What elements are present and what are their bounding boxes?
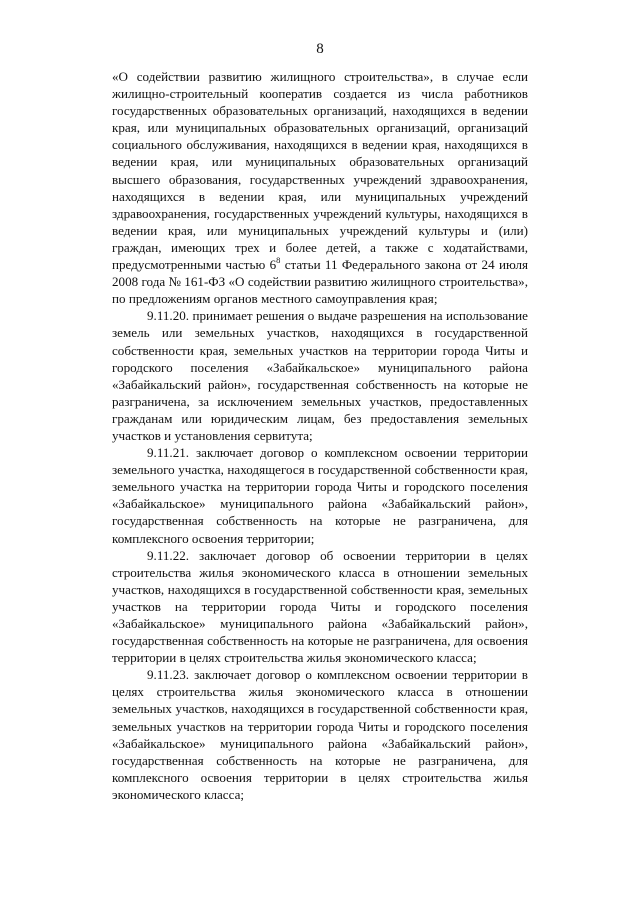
paragraph-9-11-20: 9.11.20. принимает решения о выдаче разрешения на использование земель или земельных участков, находящихся в государственной собственности края, земельных участков на территории города Читы и городского поселения «Забайкальское» муниципального района «Забайкальский район», государственная собственность на которые не разграничена, за исключением земельных участков, предоставленных гражданам или юридическим лицам, без предоставления земельных участков и установления сервитута; xyxy=(112,308,528,443)
paragraph-continuation-text: «О содействии развитию жилищного строительства», в случае если жилищно-строительный кооператив создается из числа работников государственных образовательных организаций, находящихся в ведении края, или муниципальных образовательных организаций, организаций социального обслуживания, находящихся в ведении края, находящихся в ведении края, или муниципальных образовательных организаций высшего образования, государственных учреждений здравоохранения, находящихся в ведении края, или муниципальных учреждений здравоохранения, государственных учреждений культуры, находящихся в ведении края, или муниципальных учреждений культуры и (или) граждан, имеющих трех и более детей, а также с ходатайствами, предусмотренными частью 6 xyxy=(112,69,528,273)
document-body xyxy=(112,68,528,803)
paragraph-9-11-21: 9.11.21. заключает договор о комплексном освоении территории земельного участка, находящегося в государственной собственности края, земельного участка на территории города Читы и городского поселения «Забайкальское» муниципального района «Забайкальский район», государственная собственность на которые не разграничена, для комплексного освоения территории; xyxy=(112,445,528,546)
paragraph-9-11-23: 9.11.23. заключает договор о комплексном освоении территории в целях строительства жилья экономического класса в отношении земельных участков, находящихся в государственной собственности края, земельных участков на территории города Читы и городского поселения «Забайкальское» муниципального района «Забайкальский район», государственная собственность на которые не разграничена, для комплексного освоения территории в целях строительства жилья экономического класса; xyxy=(112,667,528,802)
paragraph-continuation xyxy=(112,68,528,307)
paragraph-9-11-22: 9.11.22. заключает договор об освоении территории в целях строительства жилья экономического класса в отношении земельных участков, находящихся в государственной собственности края, земельных участков на территории города Читы и городского поселения «Забайкальское» муниципального района «Забайкальский район», государственная собственность на которые не разграничена, для освоения территории в целях строительства жилья экономического класса; xyxy=(112,547,528,666)
superscript-part-number: 8 xyxy=(276,254,281,265)
page-number: 8 xyxy=(316,41,324,57)
paragraph-continuation-text-end: статьи 11 Федерального закона от 24 июля 2008 года № 161-ФЗ «О содействии развитию жилищного строительства», по предложениям органов местного самоуправления края; xyxy=(112,257,529,307)
